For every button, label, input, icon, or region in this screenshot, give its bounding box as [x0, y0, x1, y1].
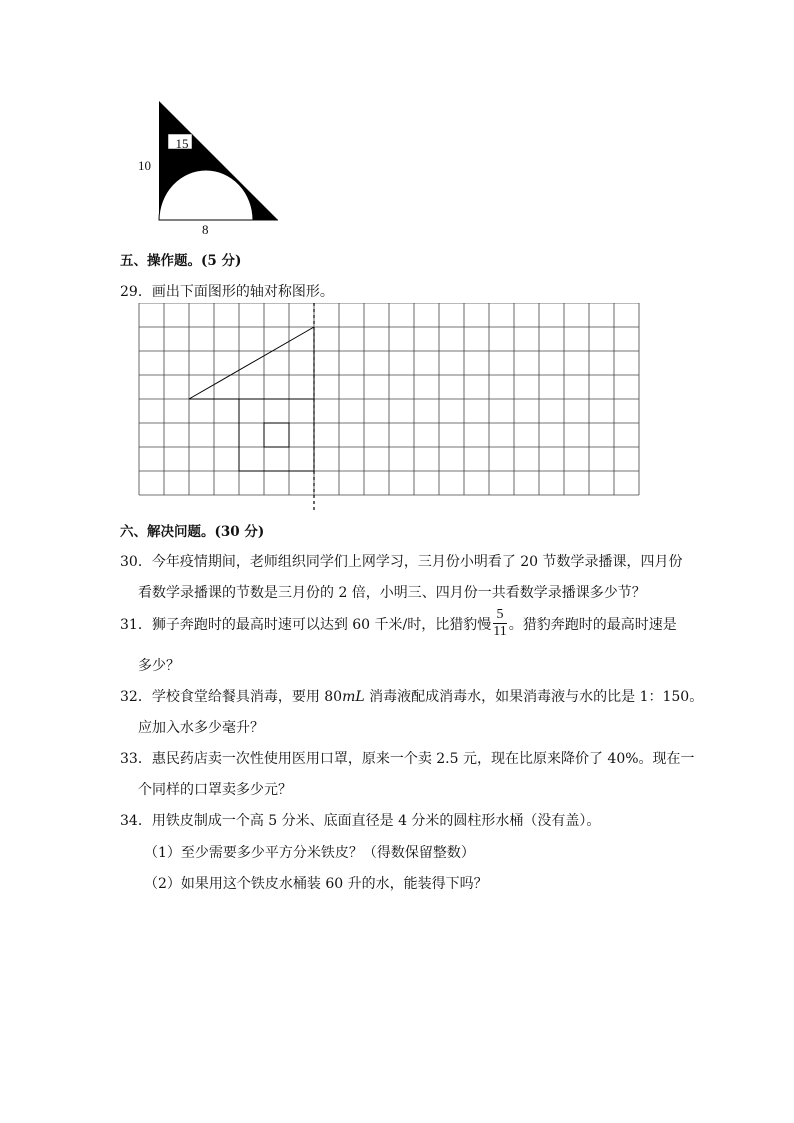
grid-svg	[137, 303, 641, 515]
question-32-text-b: 消毒液配成消毒水，如果消毒液与水的比是 1：150。	[364, 689, 704, 705]
question-34-sub-2: （2）如果用这个铁皮水桶装 60 升的水，能装得下吗？	[144, 876, 488, 892]
section-5-title: 五、操作题。(5 分)	[120, 253, 242, 269]
outer-square	[239, 399, 314, 471]
figure-label-8: 8	[202, 222, 209, 237]
triangle-hypotenuse	[189, 327, 314, 399]
question-30-line-2: 看数学录播课的节数是三月份的 2 倍，小明三、四月份一共看数学录播课多少节？	[138, 585, 646, 601]
figure-triangle-semicircle	[130, 96, 290, 241]
question-31-line-1	[120, 608, 677, 639]
question-34-sub-1: （1）至少需要多少平方分米铁皮？（得数保留整数）	[144, 845, 475, 861]
question-30-line-1: 30．今年疫情期间，老师组织同学们上网学习，三月份小明看了 20 节数学录播课，四月份	[120, 554, 683, 570]
question-33-line-1: 33．惠民药店卖一次性使用医用口罩，原来一个卖 2.5 元，现在比原来降价了 40%。现在一	[120, 751, 695, 767]
section-6-title: 六、解决问题。(30 分)	[120, 524, 265, 540]
symmetry-grid	[137, 303, 641, 515]
question-32-line-2: 应加入水多少毫升？	[138, 720, 264, 736]
fraction-denominator: 11	[493, 624, 507, 639]
fraction-5-11	[493, 608, 506, 639]
question-31-text-b: 。猎豹奔跑时的最高时速是	[508, 616, 677, 633]
question-32-text-a: 32．学校食堂给餐具消毒，要用 80	[120, 689, 343, 705]
question-29: 29．画出下面图形的轴对称图形。	[120, 284, 334, 300]
figure-label-15: 15	[175, 136, 189, 151]
question-31-line-2: 多少？	[138, 658, 180, 674]
unit-ml: mL	[342, 689, 365, 705]
figure-label-10: 10	[138, 158, 151, 173]
question-31-text-a: 31．狮子奔跑时的最高时速可以达到 60 千米/时，比猎豹慢	[120, 616, 492, 633]
question-32-line-1	[120, 686, 703, 706]
question-34-line-1: 34．用铁皮制成一个高 5 分米、底面直径是 4 分米的圆柱形水桶（没有盖）。	[120, 813, 601, 829]
inner-square	[264, 423, 289, 447]
question-33-line-2: 个同样的口罩卖多少元？	[138, 782, 292, 798]
triangle-figure-svg	[130, 96, 290, 241]
fraction-numerator: 5	[493, 608, 506, 624]
